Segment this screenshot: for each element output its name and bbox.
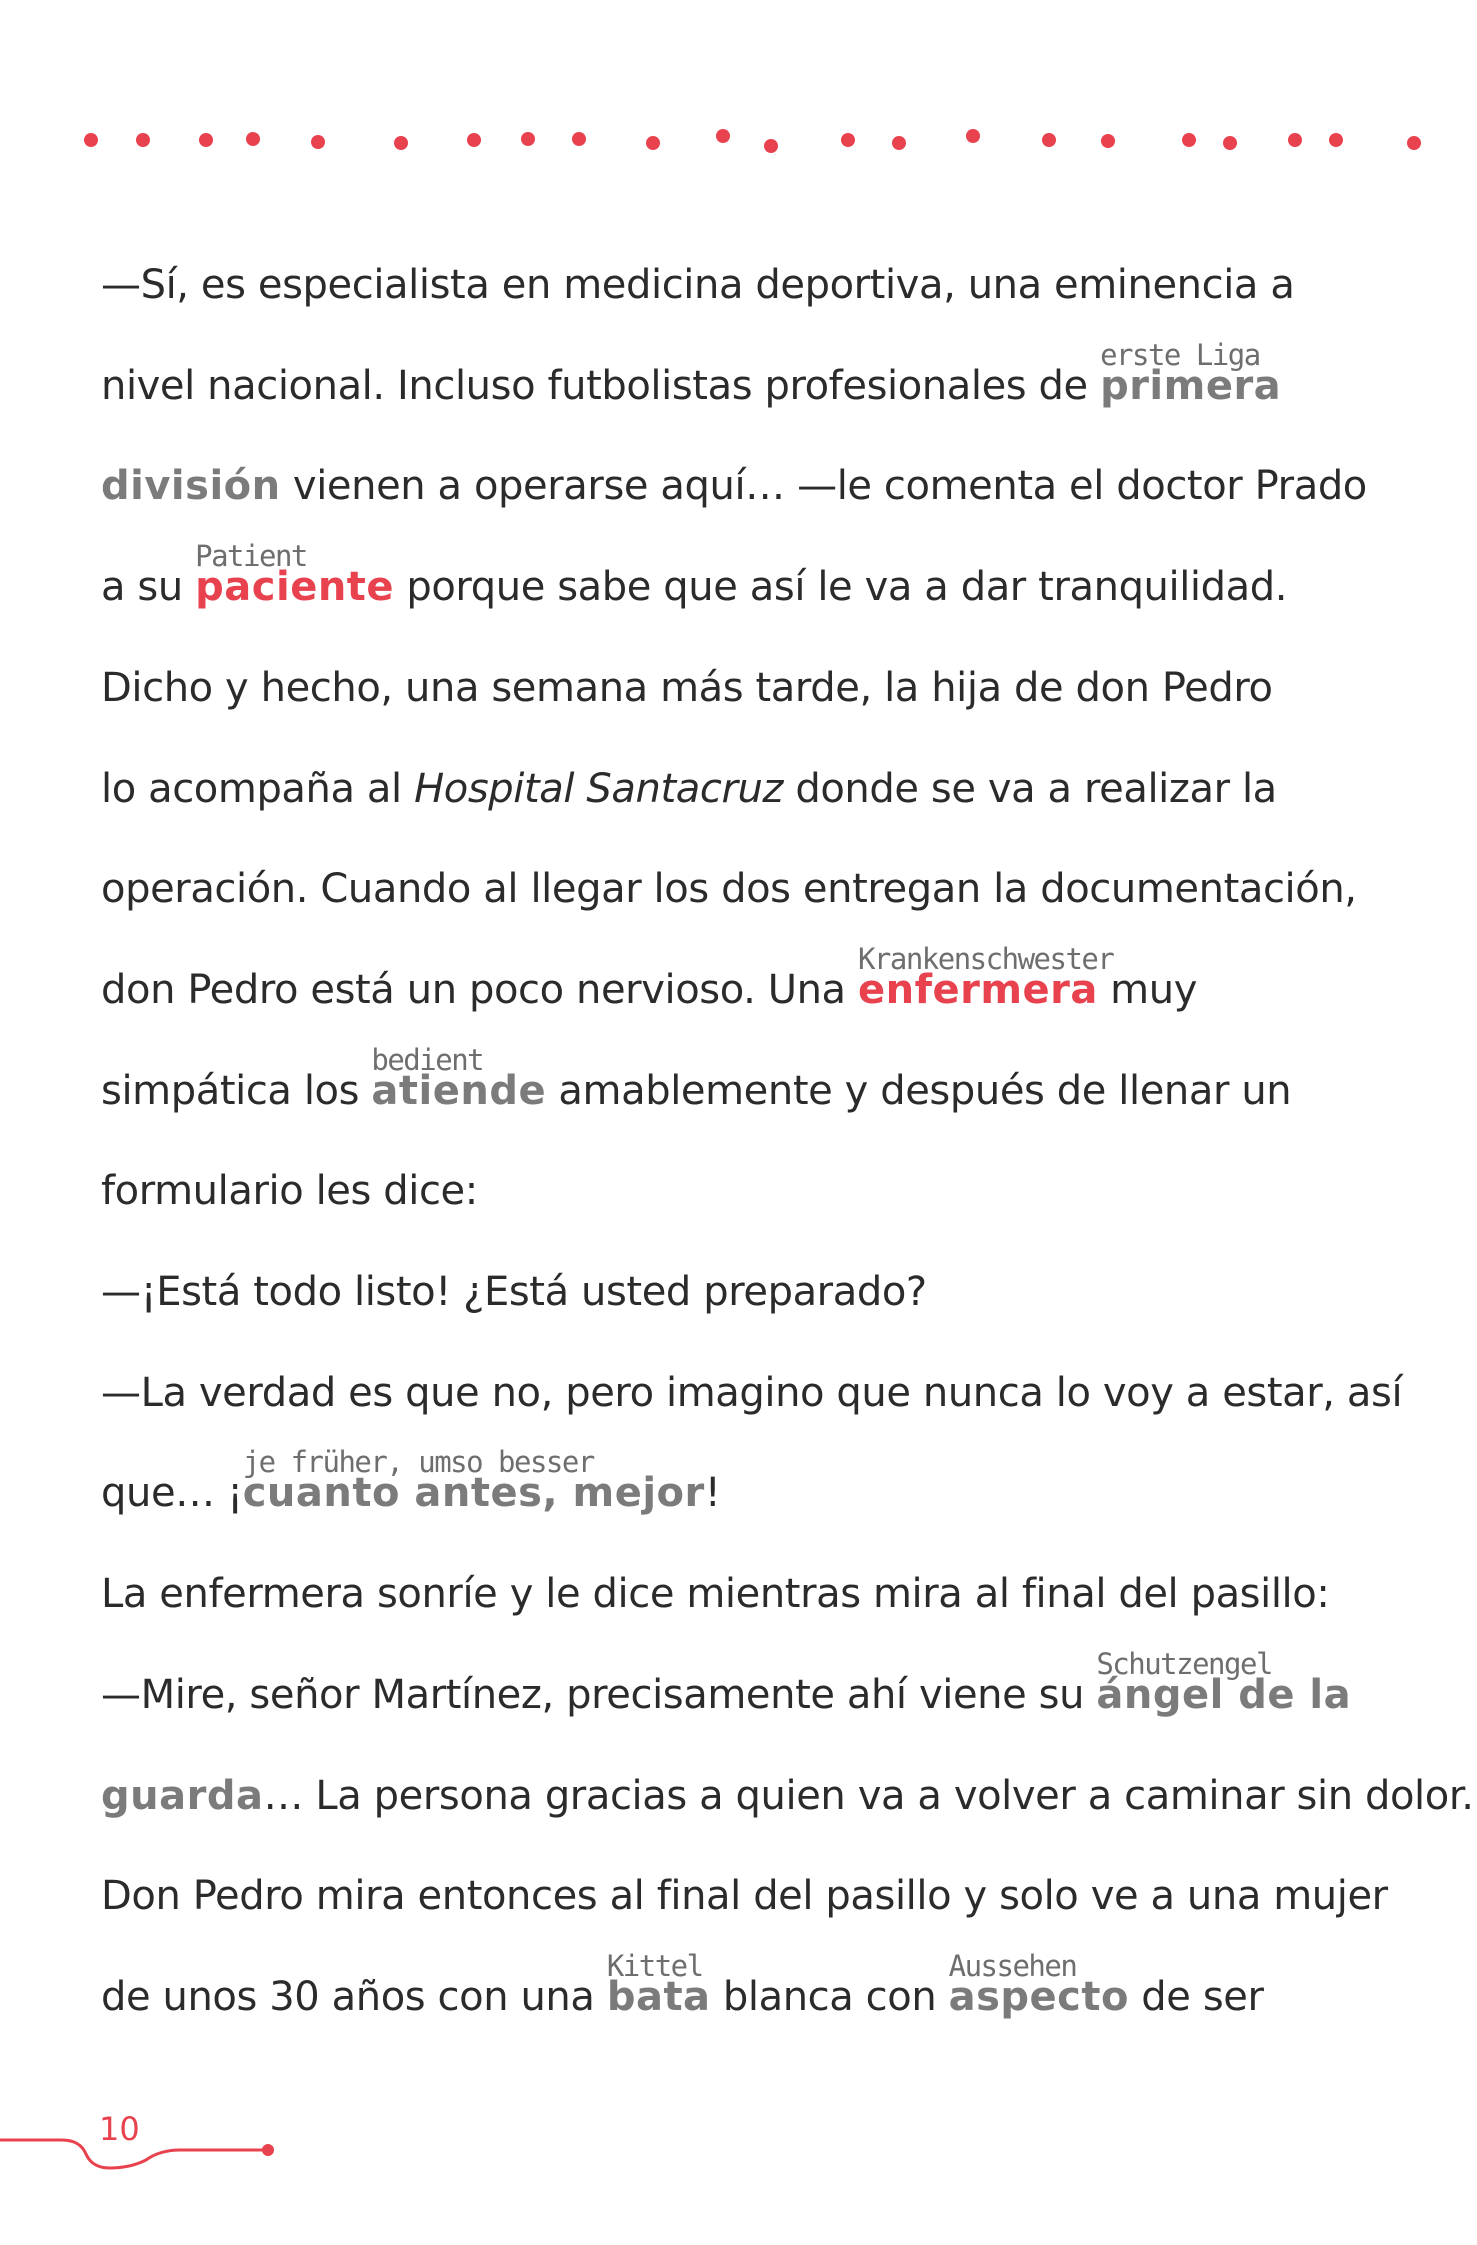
footer-swoosh-dot — [262, 2144, 274, 2156]
gloss-annotation: erste Liga — [1100, 337, 1260, 372]
decorative-dot — [892, 136, 906, 150]
text-line — [101, 1445, 721, 1523]
text-segment: blanca con — [710, 1973, 949, 2020]
decorative-dot — [199, 133, 213, 147]
text-line — [101, 1161, 478, 1221]
text-segment: —¡Está todo listo! ¿Está usted preparado? — [101, 1269, 927, 1315]
text-segment: don Pedro está un poco nervioso. Una — [101, 966, 858, 1013]
decorative-dot — [716, 129, 730, 143]
decorative-dot — [136, 133, 150, 147]
decorative-dot — [1223, 136, 1237, 150]
decorative-dot — [246, 132, 260, 146]
gloss-annotation: bedient — [371, 1042, 484, 1077]
decorative-dot — [1182, 133, 1196, 147]
decorative-dot — [1329, 133, 1343, 147]
text-line — [101, 759, 1277, 819]
decorative-dot — [1407, 136, 1421, 150]
text-line — [101, 1262, 927, 1322]
text-segment: que… ¡ — [101, 1470, 243, 1517]
decorative-dot — [467, 133, 481, 147]
text-segment: amablemente y después de llenar un — [546, 1067, 1292, 1114]
vocab-keyword: ángel de la Schutzengel — [1096, 1646, 1352, 1718]
text-line — [101, 255, 1294, 315]
text-segment: —Mire, señor Martínez, precisamente ahí viene su — [101, 1671, 1097, 1718]
text-segment: —Sí, es especialista en medicina deportiva, una eminencia a — [101, 262, 1295, 308]
text-segment: de unos 30 años con una — [101, 1973, 607, 2020]
text-segment: de ser — [1128, 1973, 1264, 2020]
text-line — [101, 1866, 1388, 1926]
text-segment: operación. Cuando al llegar los dos entregan la documentación, — [101, 866, 1357, 913]
text-segment: vienen a operarse aquí… —le comenta el doctor Prado — [280, 463, 1367, 510]
gloss-annotation: Krankenschwester — [857, 941, 1114, 976]
decorative-dot — [521, 132, 535, 146]
text-segment: Dicho y hecho, una semana más tarde, la hija de don Pedro — [101, 664, 1273, 711]
decorative-dot — [572, 132, 586, 146]
text-line — [101, 337, 1282, 416]
decorative-dot — [394, 136, 408, 150]
text-line — [101, 1564, 1329, 1624]
decorative-dot — [1042, 133, 1056, 147]
text-line — [101, 658, 1273, 718]
vocab-keyword: cuanto antes, mejor je früher, umso besser — [242, 1445, 705, 1517]
vocab-keyword: bata Kittel — [606, 1948, 711, 2020]
vocab-keyword: guarda — [101, 1772, 264, 1819]
vocab-keyword: primera erste Liga — [1100, 337, 1282, 409]
decorative-dot — [966, 129, 980, 143]
text-line — [101, 1646, 1352, 1725]
text-line — [101, 1948, 1264, 2027]
gloss-annotation: Schutzengel — [1096, 1646, 1272, 1681]
text-segment: —La verdad es que no, pero imagino que nunca lo voy a estar, así — [101, 1369, 1403, 1416]
vocab-keyword: división — [101, 463, 281, 510]
gloss-annotation: Aussehen — [948, 1948, 1077, 1983]
gloss-annotation: Kittel — [606, 1948, 703, 1983]
italic-text: Hospital Santacruz — [414, 765, 784, 812]
text-segment: Don Pedro mira entonces al final del pasillo y solo ve a una mujer — [101, 1873, 1388, 1920]
text-segment: La enfermera sonríe y le dice mientras mira al final del pasillo: — [101, 1571, 1330, 1618]
vocab-keyword: paciente Patient — [195, 539, 395, 611]
text-segment: … La persona gracias a quien va a volver a caminar sin dolor. — [263, 1772, 1474, 1819]
decorative-dot — [1101, 134, 1115, 148]
text-segment: lo acompaña al — [101, 765, 415, 812]
text-segment: formulario les dice: — [101, 1168, 478, 1215]
text-line — [101, 1766, 1474, 1826]
text-line — [101, 456, 1367, 516]
text-line — [101, 859, 1357, 919]
vocab-keyword: aspecto Aussehen — [948, 1948, 1129, 2020]
text-segment: donde se va a realizar la — [783, 765, 1277, 812]
text-segment: muy — [1097, 966, 1197, 1013]
decorative-dot — [311, 135, 325, 149]
gloss-annotation: Patient — [195, 539, 307, 574]
decorative-dot — [646, 136, 660, 150]
text-segment: ! — [704, 1470, 721, 1517]
decorative-dot — [84, 133, 98, 147]
decorative-dot-border — [0, 0, 1477, 200]
text-segment: porque sabe que así le va a dar tranquilidad. — [394, 564, 1288, 611]
text-segment: simpática los — [101, 1067, 372, 1114]
decorative-dot — [841, 133, 855, 147]
text-line — [101, 941, 1197, 1020]
text-line — [101, 539, 1288, 617]
page-number: 10 — [99, 2110, 140, 2148]
text-segment: a su — [101, 564, 196, 611]
gloss-annotation: je früher, umso besser — [242, 1445, 594, 1480]
text-line — [101, 1363, 1402, 1423]
decorative-dot — [1288, 133, 1302, 147]
vocab-keyword: atiende bedient — [371, 1042, 547, 1114]
text-line — [101, 1042, 1292, 1121]
footer-swoosh-decoration — [0, 2120, 300, 2180]
vocab-keyword: enfermera Krankenschwester — [857, 941, 1114, 1013]
text-segment: nivel nacional. Incluso futbolistas profesionales de — [101, 362, 1101, 409]
decorative-dot — [764, 139, 778, 153]
